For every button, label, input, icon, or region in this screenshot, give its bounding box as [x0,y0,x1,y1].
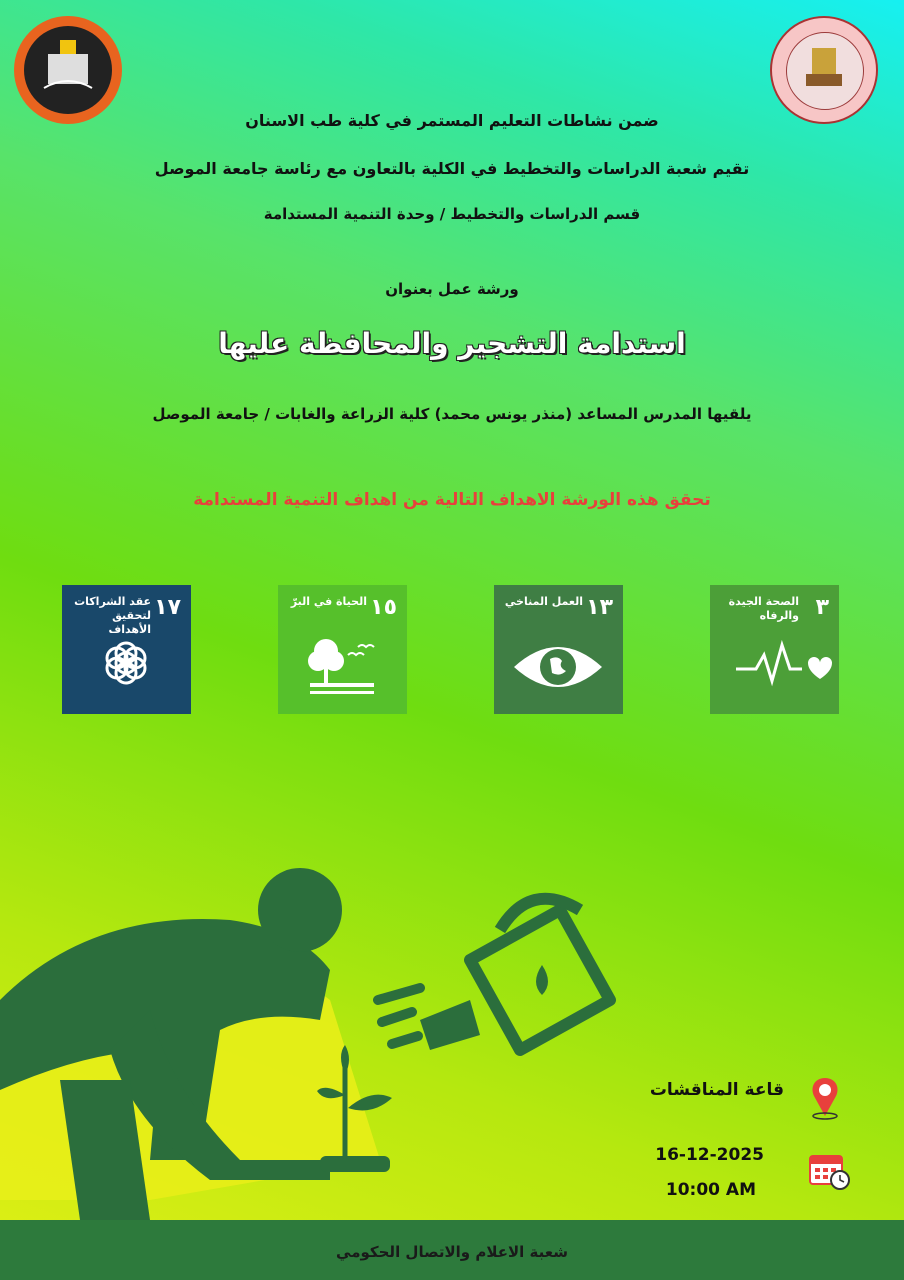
rings-icon [62,585,191,714]
sdg-number: ١٥ [370,595,397,620]
sdg-label: الحياة في البرّ [290,595,367,608]
sdg-number: ١٣ [586,595,613,620]
sdg-label: العمل المناخي [504,595,583,608]
event-time: 10:00 AM [665,1180,756,1200]
sdg-tile-15 [278,585,407,714]
calendar-clock-icon [808,1152,852,1192]
workshop-title: استدامة التشجير والمحافظة عليها [218,327,686,360]
header-line-1: ضمن نشاطات التعليم المستمر في كلية طب الاسنان [245,111,659,130]
sdg-tile-13 [494,585,623,714]
heartbeat-icon [710,585,839,714]
gardener-illustration [0,860,620,1220]
event-date: 16-12-2025 [655,1145,764,1165]
sdg-label: عقد الشراكات لتحقيق الأهداف [74,595,151,636]
eye-globe-icon [494,585,623,714]
header-line-3: قسم الدراسات والتخطيط / وحدة التنمية المستدامة [263,205,641,223]
college-of-dentistry-logo [770,16,878,124]
sdg-label: الصحة الجيدة والرفاه [728,595,799,622]
location-pin-icon [808,1076,842,1120]
footer-text: شعبة الاعلام والاتصال الحكومي [336,1243,568,1261]
workshop-label: ورشة عمل بعنوان [385,280,519,298]
goals-intro: تحقق هذه الورشة الاهداف التالية من اهداف التنمية المستدامة [193,490,711,510]
tree-birds-icon [278,585,407,714]
sdg-tile-3 [710,585,839,714]
sdg-number: ٣ [815,595,829,620]
event-location: قاعة المناقشات [649,1080,784,1100]
university-logo [14,16,122,124]
sdg-number: ١٧ [154,595,181,620]
sdg-tile-17 [62,585,191,714]
speaker-line: يلقيها المدرس المساعد (منذر يونس محمد) كلية الزراعة والغابات / جامعة الموصل [152,405,752,423]
header-line-2: تقيم شعبة الدراسات والتخطيط في الكلية بالتعاون مع رئاسة جامعة الموصل [154,159,750,178]
